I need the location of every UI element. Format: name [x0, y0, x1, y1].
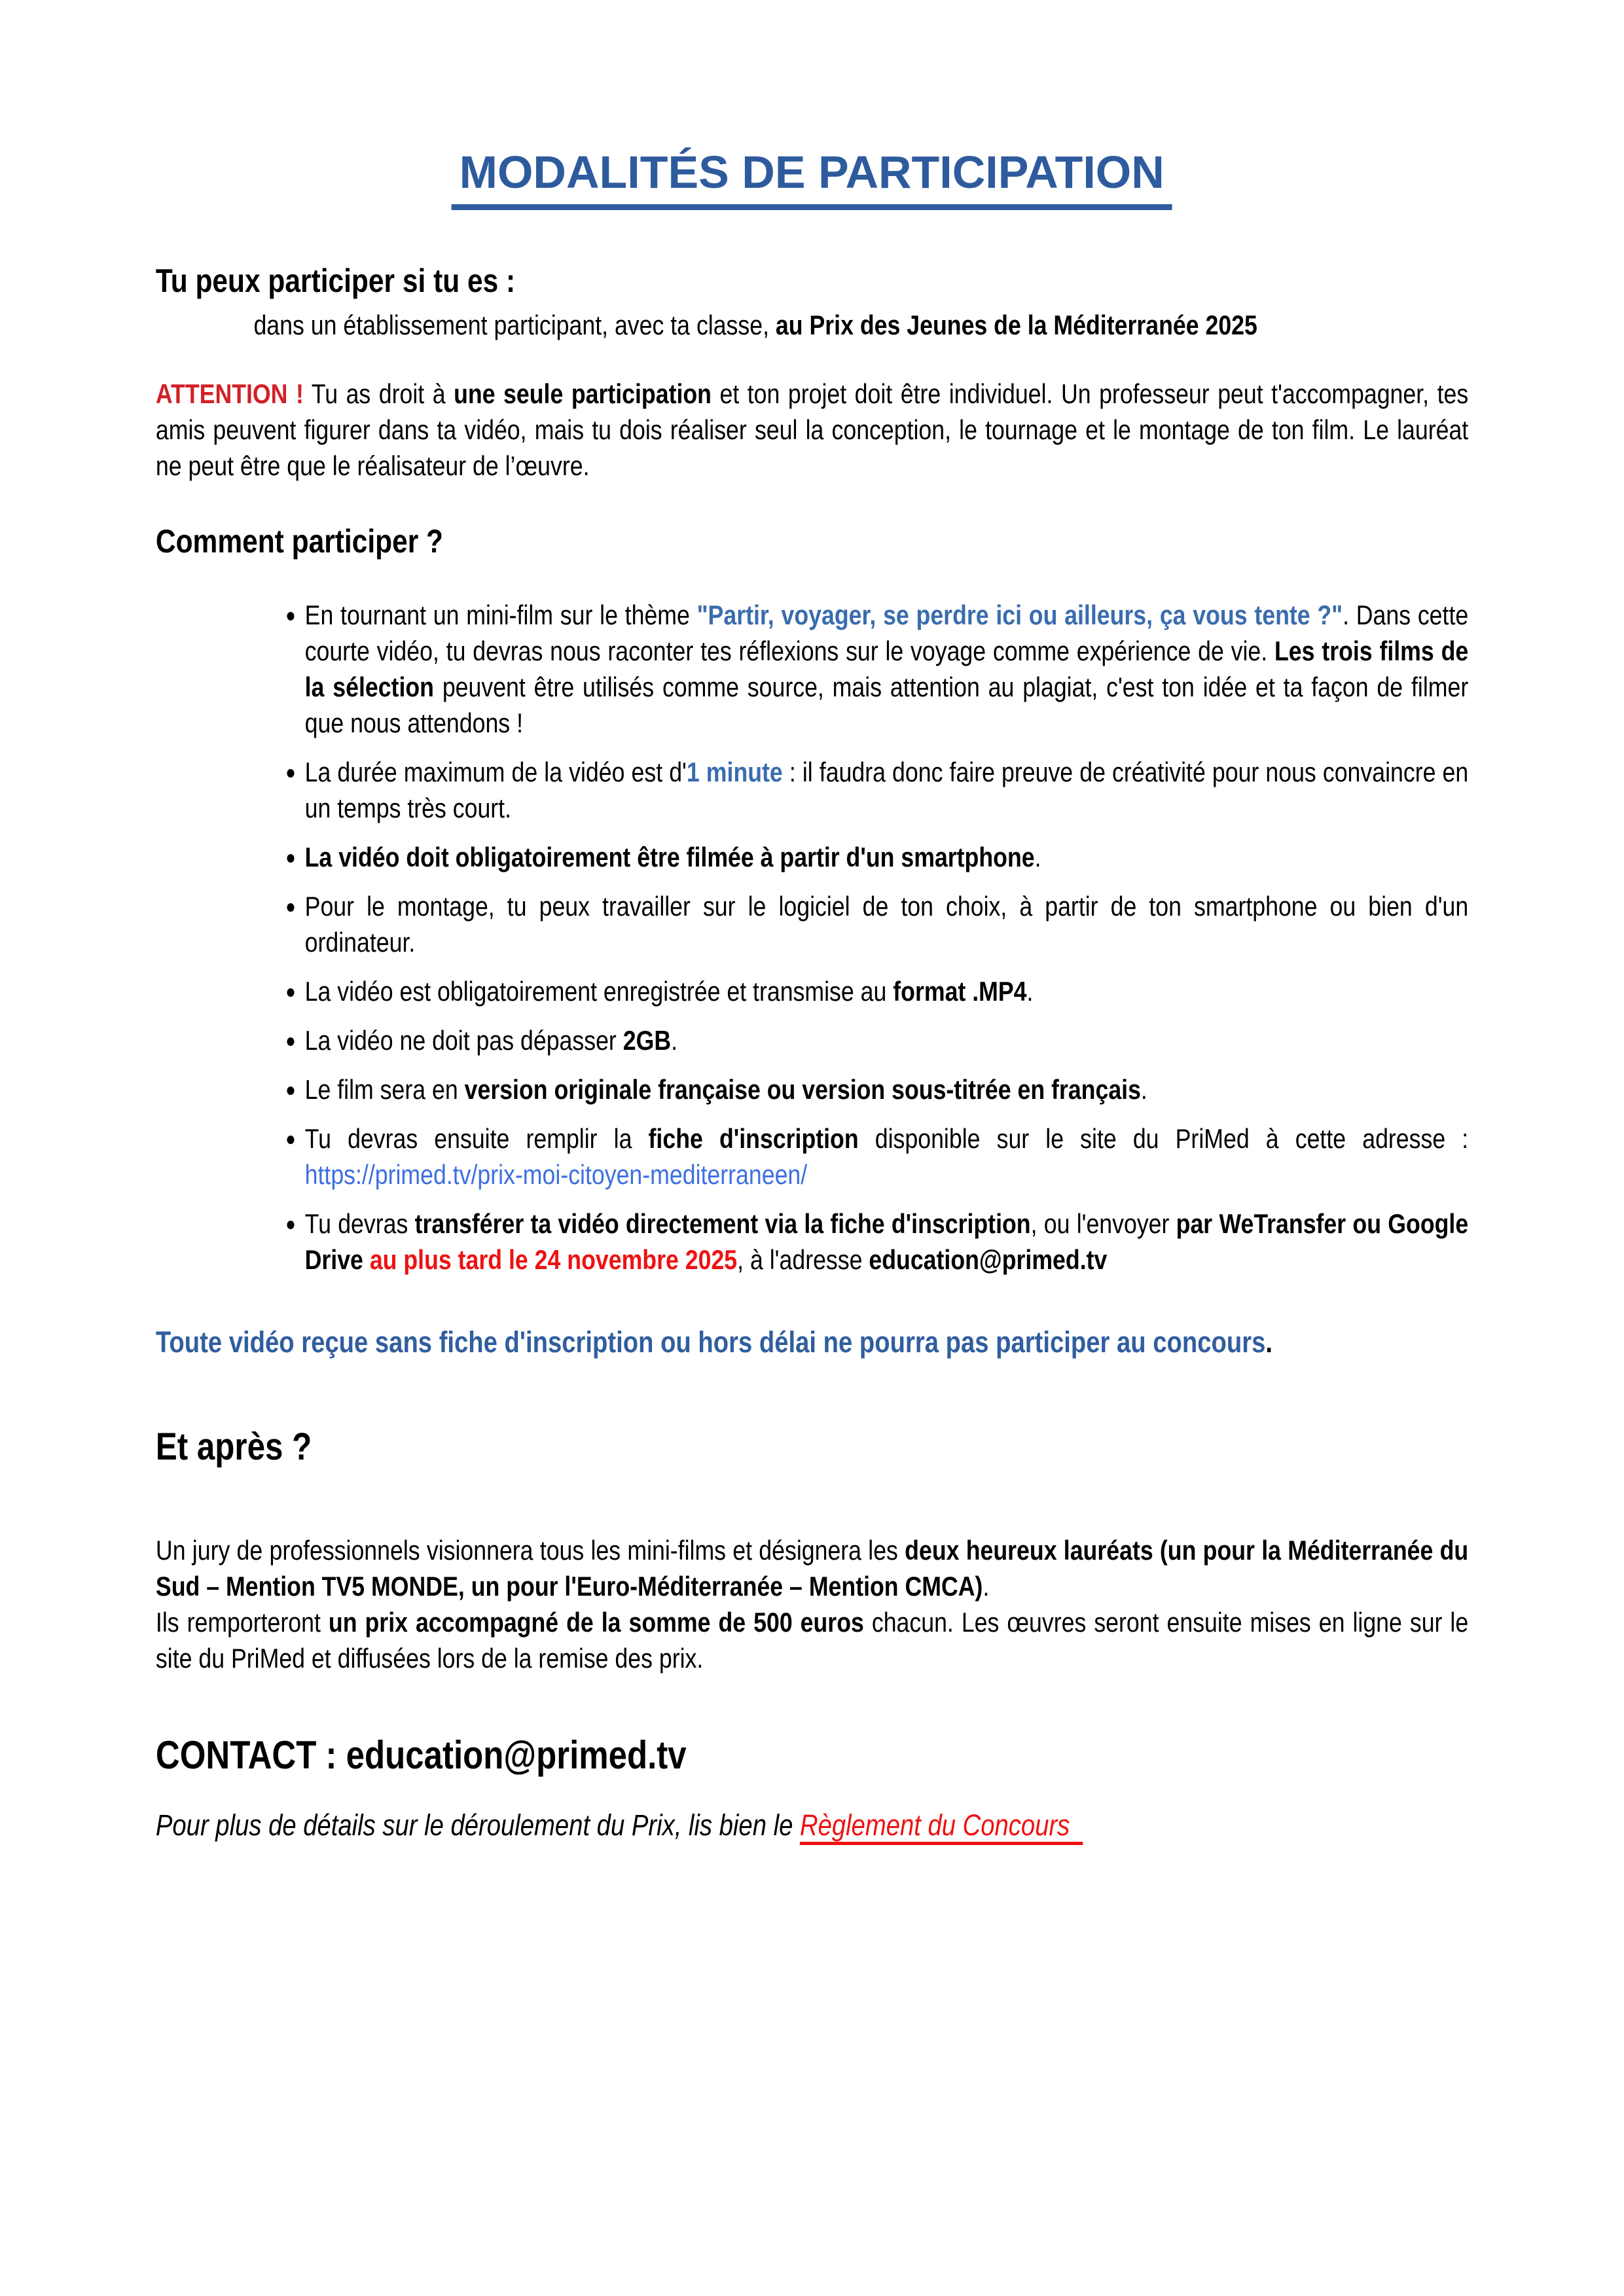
transfer-bold: transférer ta vidéo directement via la fiche d'inscription	[414, 1208, 1031, 1240]
jury-text: .	[983, 1570, 990, 1602]
notice-text: Toute vidéo reçue sans fiche d'inscription ou hors délai ne pourra pas participer au concours	[155, 1325, 1266, 1359]
list-item-smartphone	[305, 839, 1469, 875]
registration-url-link[interactable]: https://primed.tv/prix-moi-citoyen-mediterraneen/	[304, 1159, 808, 1191]
attention-text-1: Tu as droit à	[303, 378, 454, 410]
bullet-text: La durée maximum de la vidéo est d'	[304, 757, 687, 788]
jury-text: chacun. Les œuvres seront ensuite mises en ligne sur le site du PriMed et diffusées lors de la remise des prix.	[155, 1606, 1469, 1674]
footer-text: Pour plus de détails sur le déroulement du Prix, lis bien le	[155, 1808, 800, 1842]
jury-paragraph	[156, 1532, 1468, 1676]
bullet-text: .	[1034, 842, 1041, 873]
list-item-registration	[305, 1121, 1469, 1193]
jury-text: Ils remporteront	[155, 1606, 329, 1638]
list-item-theme	[305, 597, 1469, 741]
contact-heading: CONTACT : education@primed.tv	[155, 1732, 687, 1777]
list-item-format	[305, 973, 1469, 1009]
bullet-text: .	[1140, 1074, 1147, 1105]
laureates-bold: deux heureux lauréats (un pour la Méditerranée du Sud – Mention TV5 MONDE, un pour l'Euro-Méditerranée – Mention CMCA)	[155, 1534, 1469, 1602]
list-item-size	[305, 1022, 1469, 1058]
eligibility-heading: Tu peux participer si tu es :	[155, 262, 516, 299]
bullet-list	[156, 597, 1468, 1278]
eligibility-prize-name: au Prix des Jeunes de la Méditerranée 2025	[775, 310, 1257, 340]
list-item-duration	[305, 754, 1469, 826]
list-item-language	[305, 1071, 1469, 1107]
page-title: MODALITÉS DE PARTICIPATION	[452, 147, 1172, 210]
wetransfer-bold: par WeTransfer ou Google Drive	[304, 1208, 1469, 1276]
bullet-text: . Dans cette courte vidéo, tu devras nous raconter tes réflexions sur le voyage comme expérience de vie.	[304, 600, 1469, 667]
duration-accent: 1 minute	[686, 757, 783, 788]
reglement-link[interactable]: Règlement du Concours	[800, 1808, 1083, 1845]
submission-email: education@primed.tv	[869, 1244, 1108, 1276]
registration-form-bold: fiche d'inscription	[648, 1123, 859, 1155]
bullet-text: Le film sera en	[304, 1074, 465, 1105]
bullet-text: .	[671, 1025, 678, 1056]
bullet-text: : il faudra donc faire preuve de créativité pour nous convaincre en un temps très court.	[304, 757, 1469, 824]
eligibility-text: dans un établissement participant, avec ta classe,	[253, 310, 776, 340]
selection-films-bold: Les trois films de la sélection	[304, 636, 1469, 703]
title-row	[156, 147, 1468, 210]
format-bold: format .MP4	[893, 976, 1027, 1007]
attention-text-2: et ton projet doit être individuel. Un professeur peut t'accompagner, tes amis peuvent figurer dans ta vidéo, mais tu dois réaliser seul la conception, le tournage et le montage de ton film. Le lauréat ne peut être que le réalisateur de l’œuvre.	[155, 378, 1469, 482]
bullet-text: , à l'adresse	[737, 1244, 869, 1276]
footer-line	[156, 1806, 1468, 1845]
smartphone-bold: La vidéo doit obligatoirement être filmée à partir d'un smartphone	[304, 842, 1035, 873]
size-bold: 2GB	[623, 1025, 672, 1056]
prize-amount-bold: un prix accompagné de la somme de 500 euros	[328, 1606, 864, 1638]
bullet-text: Tu devras ensuite remplir la	[304, 1123, 649, 1155]
bullet-text: peuvent être utilisés comme source, mais attention au plagiat, c'est ton idée et ta façon de filmer que nous attendons !	[304, 672, 1469, 739]
list-item-editing	[305, 888, 1469, 960]
deadline-date: au plus tard le 24 novembre 2025	[369, 1244, 738, 1276]
language-bold: version originale française ou version sous-titrée en français	[464, 1074, 1141, 1105]
bullet-text: La vidéo est obligatoirement enregistrée et transmise au	[304, 976, 893, 1007]
eligibility-line	[156, 307, 1468, 343]
bullet-text: disponible sur le site du PriMed à cette adresse :	[858, 1123, 1469, 1155]
after-heading: Et après ?	[155, 1426, 312, 1469]
bullet-text: Pour le montage, tu peux travailler sur le logiciel de ton choix, à partir de ton smartphone ou bien d'un ordinateur.	[304, 891, 1469, 958]
bullet-text: , ou l'envoyer	[1030, 1208, 1176, 1240]
attention-bold: une seule participation	[454, 378, 712, 410]
list-item-transfer	[305, 1206, 1469, 1278]
bullet-text: La vidéo ne doit pas dépasser	[304, 1025, 623, 1056]
bullet-text: .	[1026, 976, 1034, 1007]
notice-period: .	[1265, 1325, 1272, 1359]
how-heading: Comment participer ?	[155, 523, 443, 560]
bullet-text: En tournant un mini-film sur le thème	[304, 600, 697, 631]
attention-label: ATTENTION !	[155, 378, 304, 410]
bullet-text: Tu devras	[304, 1208, 415, 1240]
jury-text: Un jury de professionnels visionnera tous les mini-films et désignera les	[155, 1534, 905, 1566]
theme-title: "Partir, voyager, se perdre ici ou ailleurs, ça vous tente ?"	[696, 600, 1343, 631]
attention-paragraph	[156, 376, 1468, 484]
late-entry-notice	[156, 1323, 1468, 1362]
